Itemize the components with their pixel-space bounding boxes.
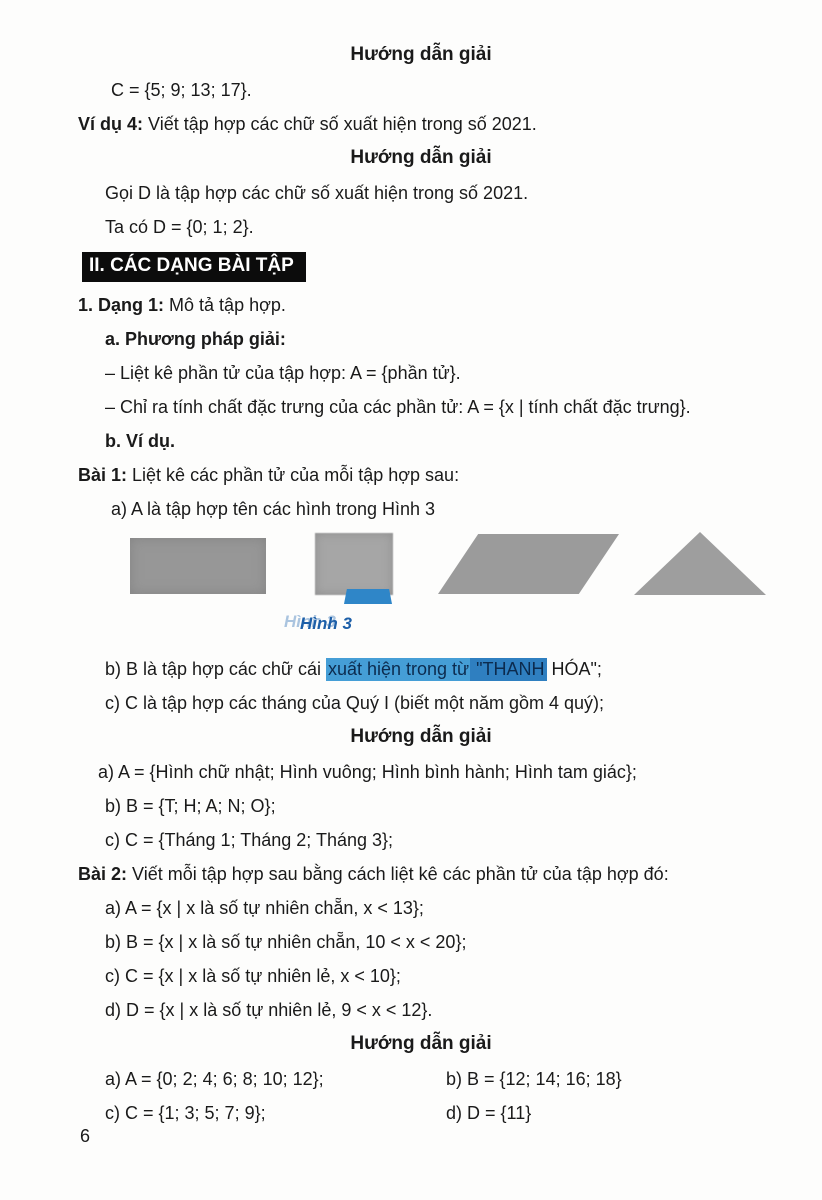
bai2-text: Viết mỗi tập hợp sau bằng cách liệt kê các phần tử của tập hợp đó: [127, 864, 669, 884]
dang1-label: 1. Dạng 1: [78, 295, 165, 315]
bai1-item-b-post: HÓA"; [546, 659, 602, 679]
triangle-image [634, 532, 766, 595]
bai1-line [78, 464, 764, 486]
solution-heading: Hướng dẫn giải [350, 726, 492, 747]
bai2-solution-d: d) D = {11} [446, 1103, 532, 1123]
watermark-artifact [344, 589, 392, 604]
bai2-label: Bài 2: [78, 864, 128, 884]
rectangle-image [130, 538, 266, 594]
bai2-item-d: d) D = {x | x là số tự nhiên lẻ, 9 < x < 12}. [105, 1000, 433, 1020]
bai1-solution-c: c) C = {Tháng 1; Tháng 2; Tháng 3}; [105, 830, 394, 850]
solution-heading: Hướng dẫn giải [350, 147, 492, 168]
section2-title: II. CÁC DẠNG BÀI TẬP [82, 252, 306, 282]
bai2-solution-a: a) A = {0; 2; 4; 6; 8; 10; 12}; [105, 1069, 324, 1089]
bai1-item-b-highlight-dark: "THANH [471, 659, 545, 679]
bai2-solution-c: c) C = {1; 3; 5; 7; 9}; [105, 1103, 266, 1123]
bai1-solution-b: b) B = {T; H; A; N; O}; [105, 796, 276, 816]
method-heading: a. Phương pháp giải: [105, 329, 286, 349]
result-c-line: C = {5; 9; 13; 17}. [111, 80, 252, 100]
page-number: 6 [80, 1126, 91, 1146]
method-line-2: – Chỉ ra tính chất đặc trưng của các phần tử: A = {x | tính chất đặc trưng}. [105, 397, 691, 417]
example4-text: Viết tập hợp các chữ số xuất hiện trong số 2021. [143, 114, 537, 134]
example4-line [78, 113, 764, 135]
dang1-text: Mô tả tập hợp. [164, 295, 286, 315]
bai1-text: Liệt kê các phần tử của mỗi tập hợp sau: [127, 465, 460, 485]
example-subheading: b. Ví dụ. [105, 431, 175, 451]
bai1-item-c: c) C là tập hợp các tháng của Quý I (biết một năm gồm 4 quý); [105, 693, 605, 713]
bai2-line [78, 863, 764, 885]
bai2-solution-row-2 [78, 1102, 764, 1124]
bai2-solution-row-1 [78, 1068, 764, 1090]
bai2-solution-b: b) B = {12; 14; 16; 18} [446, 1069, 622, 1089]
figure-caption: Hình 3 [300, 614, 352, 633]
bai2-item-c: c) C = {x | x là số tự nhiên lẻ, x < 10}; [105, 966, 401, 986]
example4-label: Ví dụ 4: [78, 114, 144, 134]
bai1-item-b [105, 658, 764, 680]
bai1-item-b-highlight: xuất hiện trong từ [327, 659, 470, 679]
solution-heading: Hướng dẫn giải [350, 44, 492, 65]
dang1-line [78, 294, 764, 316]
bai2-item-b: b) B = {x | x là số tự nhiên chẵn, 10 < x < 20}; [105, 932, 467, 952]
figure-hinh-3 [78, 532, 764, 650]
bai1-solution-a: a) A = {Hình chữ nhật; Hình vuông; Hình bình hành; Hình tam giác}; [98, 762, 637, 782]
solution-heading: Hướng dẫn giải [350, 1033, 492, 1054]
bai2-item-a: a) A = {x | x là số tự nhiên chẵn, x < 13}; [105, 898, 424, 918]
section2-header-row [78, 250, 764, 294]
example4-solution-line-2: Ta có D = {0; 1; 2}. [105, 217, 254, 237]
parallelogram-image [438, 534, 619, 594]
square-image [315, 533, 393, 595]
example4-solution-line-1: Gọi D là tập hợp các chữ số xuất hiện trong số 2021. [105, 183, 529, 203]
bai1-label: Bài 1: [78, 465, 128, 485]
method-line-1: – Liệt kê phần tử của tập hợp: A = {phần tử}. [105, 363, 461, 383]
bai1-item-a: a) A là tập hợp tên các hình trong Hình 3 [111, 499, 436, 519]
bai1-item-b-pre: b) B là tập hợp các chữ cái [105, 659, 326, 679]
